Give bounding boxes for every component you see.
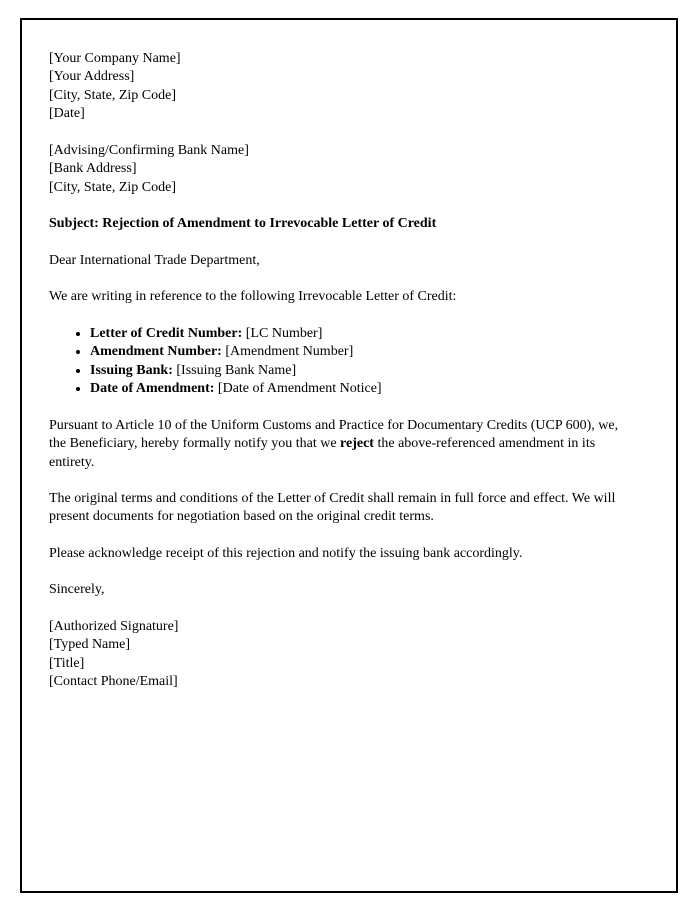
detail-label: Letter of Credit Number: bbox=[90, 325, 243, 341]
detail-label: Amendment Number: bbox=[90, 344, 222, 360]
detail-value: [Date of Amendment Notice] bbox=[217, 381, 382, 397]
letter-border-frame bbox=[20, 18, 678, 893]
detail-item-lc-number bbox=[90, 325, 626, 343]
acknowledge-paragraph: Please acknowledge receipt of this rejection and notify the issuing bank accordingly. bbox=[49, 545, 523, 561]
credit-details-list bbox=[49, 325, 626, 399]
sender-address-block bbox=[49, 50, 626, 124]
closing: Sincerely, bbox=[49, 582, 105, 598]
signature-block bbox=[49, 618, 626, 692]
signature-typed-name: [Typed Name] bbox=[49, 637, 131, 653]
rejection-text-after: the above-referenced amendment in its entirety. bbox=[49, 436, 596, 470]
detail-label: Issuing Bank: bbox=[90, 362, 173, 378]
reference-intro: We are writing in reference to the following Irrevocable Letter of Credit: bbox=[49, 289, 457, 305]
detail-value: [Amendment Number] bbox=[225, 344, 354, 360]
detail-item-issuing-bank bbox=[90, 362, 626, 380]
recipient-bank-name: [Advising/Confirming Bank Name] bbox=[49, 142, 249, 158]
letter-content bbox=[22, 20, 676, 891]
rejection-paragraph bbox=[49, 417, 626, 472]
signature-authorized: [Authorized Signature] bbox=[49, 618, 179, 634]
detail-label: Date of Amendment: bbox=[90, 381, 215, 397]
salutation: Dear International Trade Department, bbox=[49, 252, 260, 268]
detail-value: [LC Number] bbox=[245, 325, 323, 341]
sender-city-state-zip: [City, State, Zip Code] bbox=[49, 87, 177, 103]
signature-contact: [Contact Phone/Email] bbox=[49, 674, 178, 690]
detail-item-date-of-amendment bbox=[90, 380, 626, 398]
letter-date: [Date] bbox=[49, 106, 85, 122]
detail-value: [Issuing Bank Name] bbox=[176, 362, 297, 378]
sender-address: [Your Address] bbox=[49, 69, 135, 85]
rejection-text-before: Pursuant to Article 10 of the Uniform Customs and Practice for Documentary Credits (UCP 600), we, the Beneficiary, hereby formally notify you that we bbox=[49, 417, 619, 452]
recipient-address-block bbox=[49, 142, 626, 197]
detail-item-amendment-number bbox=[90, 343, 626, 361]
recipient-bank-address: [Bank Address] bbox=[49, 161, 137, 177]
original-terms-paragraph: The original terms and conditions of the Letter of Credit shall remain in full force and effect. We will present documents for negotiation based on the original credit terms. bbox=[49, 490, 616, 525]
signature-title: [Title] bbox=[49, 655, 85, 671]
recipient-city-state-zip: [City, State, Zip Code] bbox=[49, 179, 177, 195]
sender-company-name: [Your Company Name] bbox=[49, 51, 181, 66]
reject-emphasis: reject bbox=[340, 436, 374, 452]
subject-line: Subject: Rejection of Amendment to Irrevocable Letter of Credit bbox=[49, 216, 437, 232]
